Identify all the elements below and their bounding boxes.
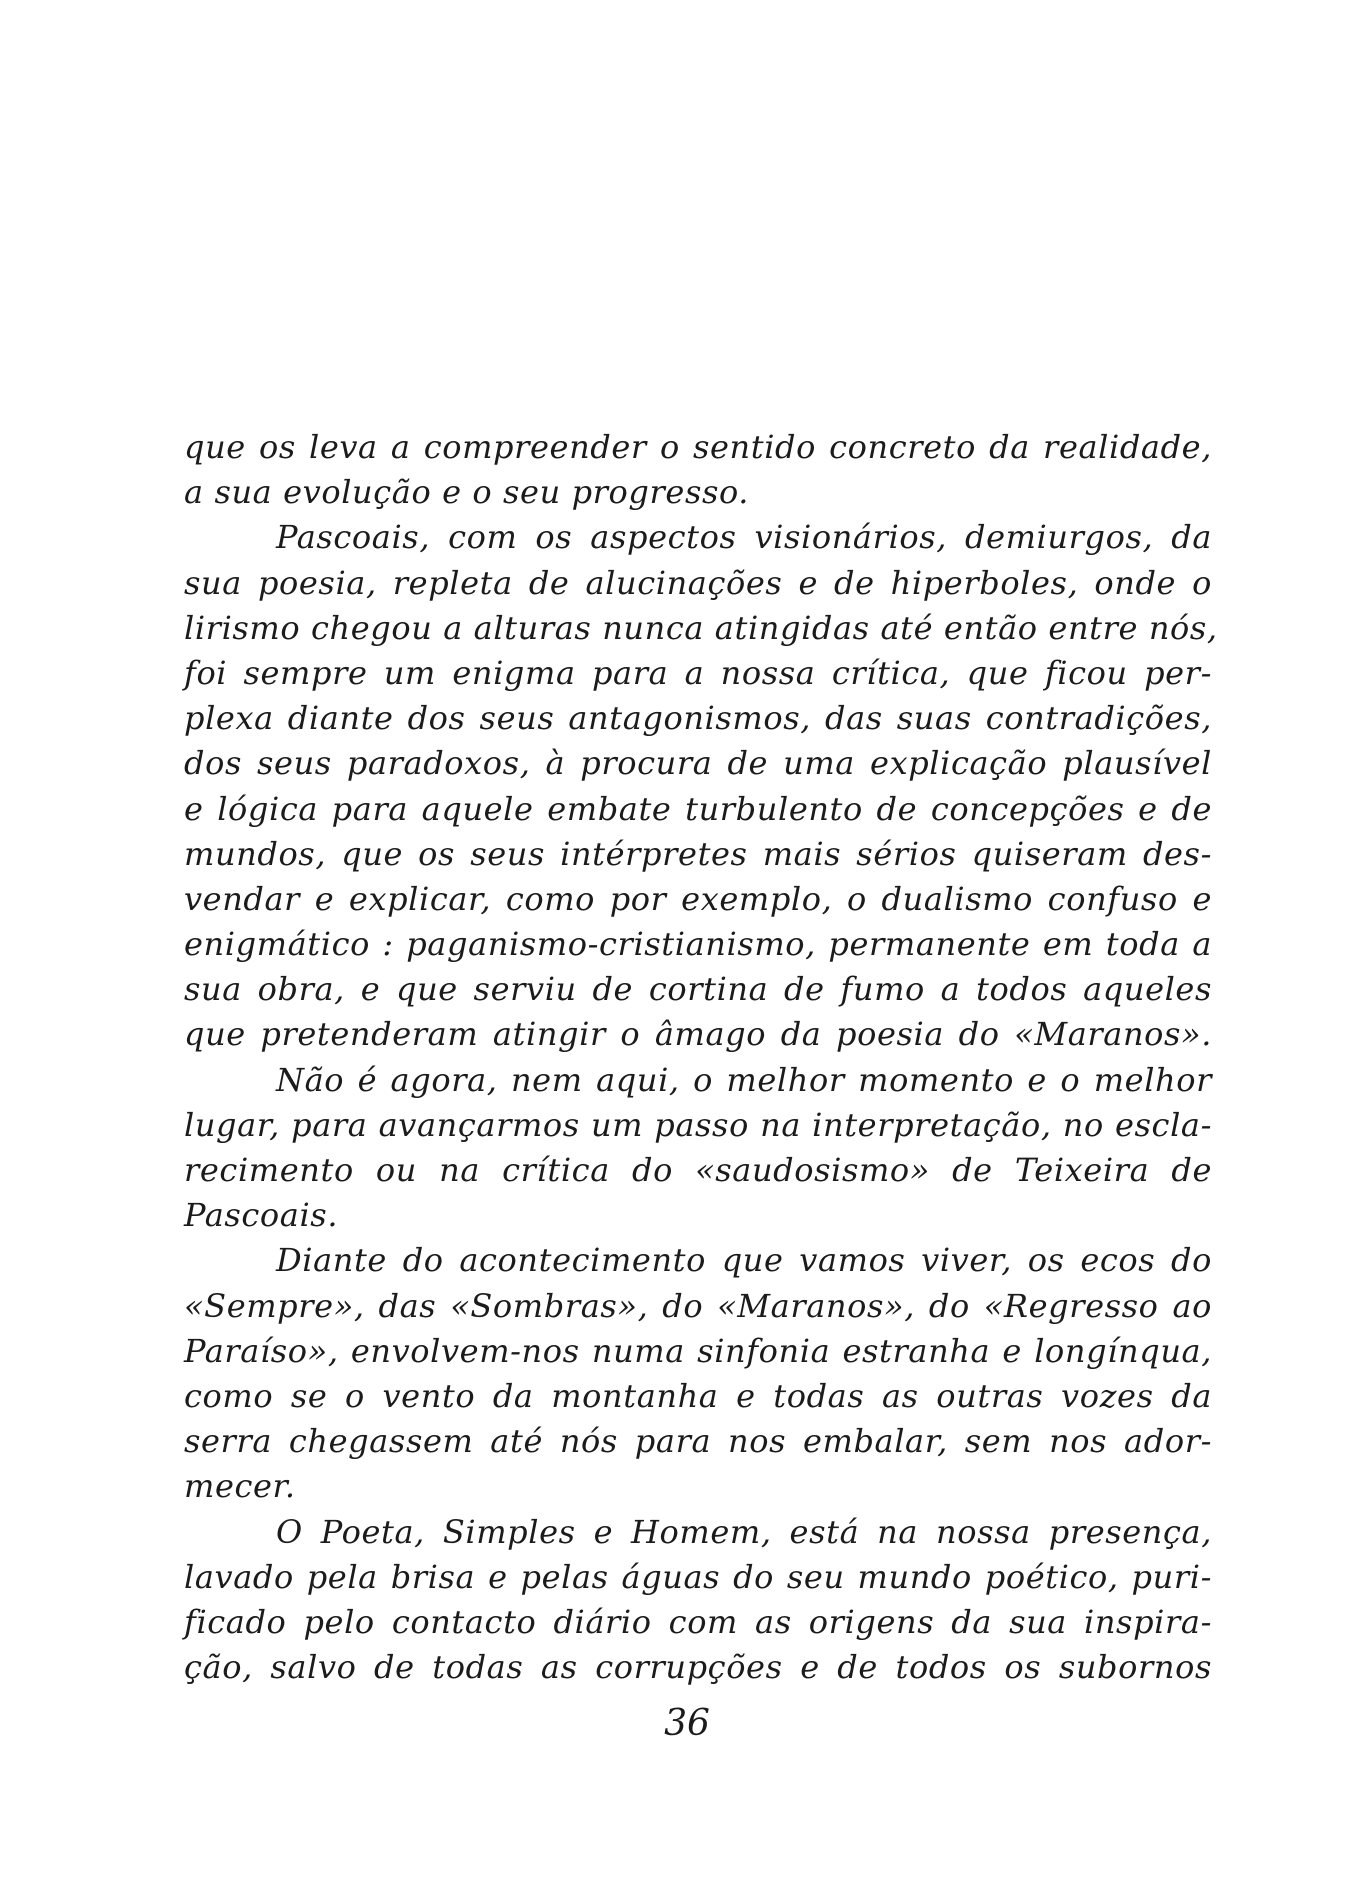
text-line: Pascoais. xyxy=(184,1196,339,1235)
text-line: como se o vento da montanha e todas as outras vozes da xyxy=(184,1376,1212,1415)
text-line: lavado pela brisa e pelas águas do seu mundo poético, puri- xyxy=(184,1557,1212,1596)
text-line: Pascoais, com os aspectos visionários, demiurgos, da xyxy=(276,518,1212,557)
text-line: vendar e explicar, como por exemplo, o dualismo confuso e xyxy=(184,879,1212,918)
text-line: Diante do acontecimento que vamos viver, os ecos do xyxy=(276,1241,1212,1280)
text-line: plexa diante dos seus antagonismos, das suas contradições, xyxy=(184,699,1212,738)
page-number: 36 xyxy=(664,1703,710,1744)
text-line: recimento ou na crítica do «saudosismo» de Teixeira de xyxy=(184,1151,1212,1189)
text-line: foi sempre um enigma para a nossa crítica, que ficou per- xyxy=(184,653,1212,692)
text-line: O Poeta, Simples e Homem, está na nossa presença, xyxy=(276,1512,1212,1551)
text-line: mundos, que os seus intérpretes mais sérios quiseram des- xyxy=(184,834,1212,873)
text-line: ficado pelo contacto diário com as origens da sua inspira- xyxy=(184,1602,1212,1641)
text-line: ção, salvo de todas as corrupções e de todos os subornos xyxy=(184,1648,1212,1687)
text-line: lugar, para avançarmos um passo na interpretação, no escla- xyxy=(184,1105,1212,1144)
text-line: dos seus paradoxos, à procura de uma explicação plausível xyxy=(184,744,1212,783)
text-line: mecer. xyxy=(184,1467,296,1506)
text-line: sua poesia, repleta de alucinações e de hiperboles, onde o xyxy=(184,563,1212,602)
text-line: que pretenderam atingir o âmago da poesia do «Maranos». xyxy=(184,1015,1212,1054)
text-line: e lógica para aquele embate turbulento de concepções e de xyxy=(184,789,1212,828)
text-line: lirismo chegou a alturas nunca atingidas até então entre nós, xyxy=(184,608,1218,647)
text-line: serra chegassem até nós para nos embalar, sem nos ador- xyxy=(184,1422,1212,1461)
text-line: sua obra, e que serviu de cortina de fumo a todos aqueles xyxy=(184,970,1212,1009)
body-text xyxy=(184,425,1218,1690)
text-line: Paraíso», envolvem-nos numa sinfonia estranha e longínqua, xyxy=(184,1331,1212,1370)
text-line: que os leva a compreender o sentido concreto da realidade, xyxy=(184,428,1212,466)
text-line: «Sempre», das «Sombras», do «Maranos», do «Regresso ao xyxy=(184,1286,1212,1325)
text-line: Não é agora, nem aqui, o melhor momento e o melhor xyxy=(276,1060,1212,1099)
text-line: enigmático : paganismo-cristianismo, permanente em toda a xyxy=(184,925,1212,964)
text-line: a sua evolução e o seu progresso. xyxy=(184,473,750,512)
